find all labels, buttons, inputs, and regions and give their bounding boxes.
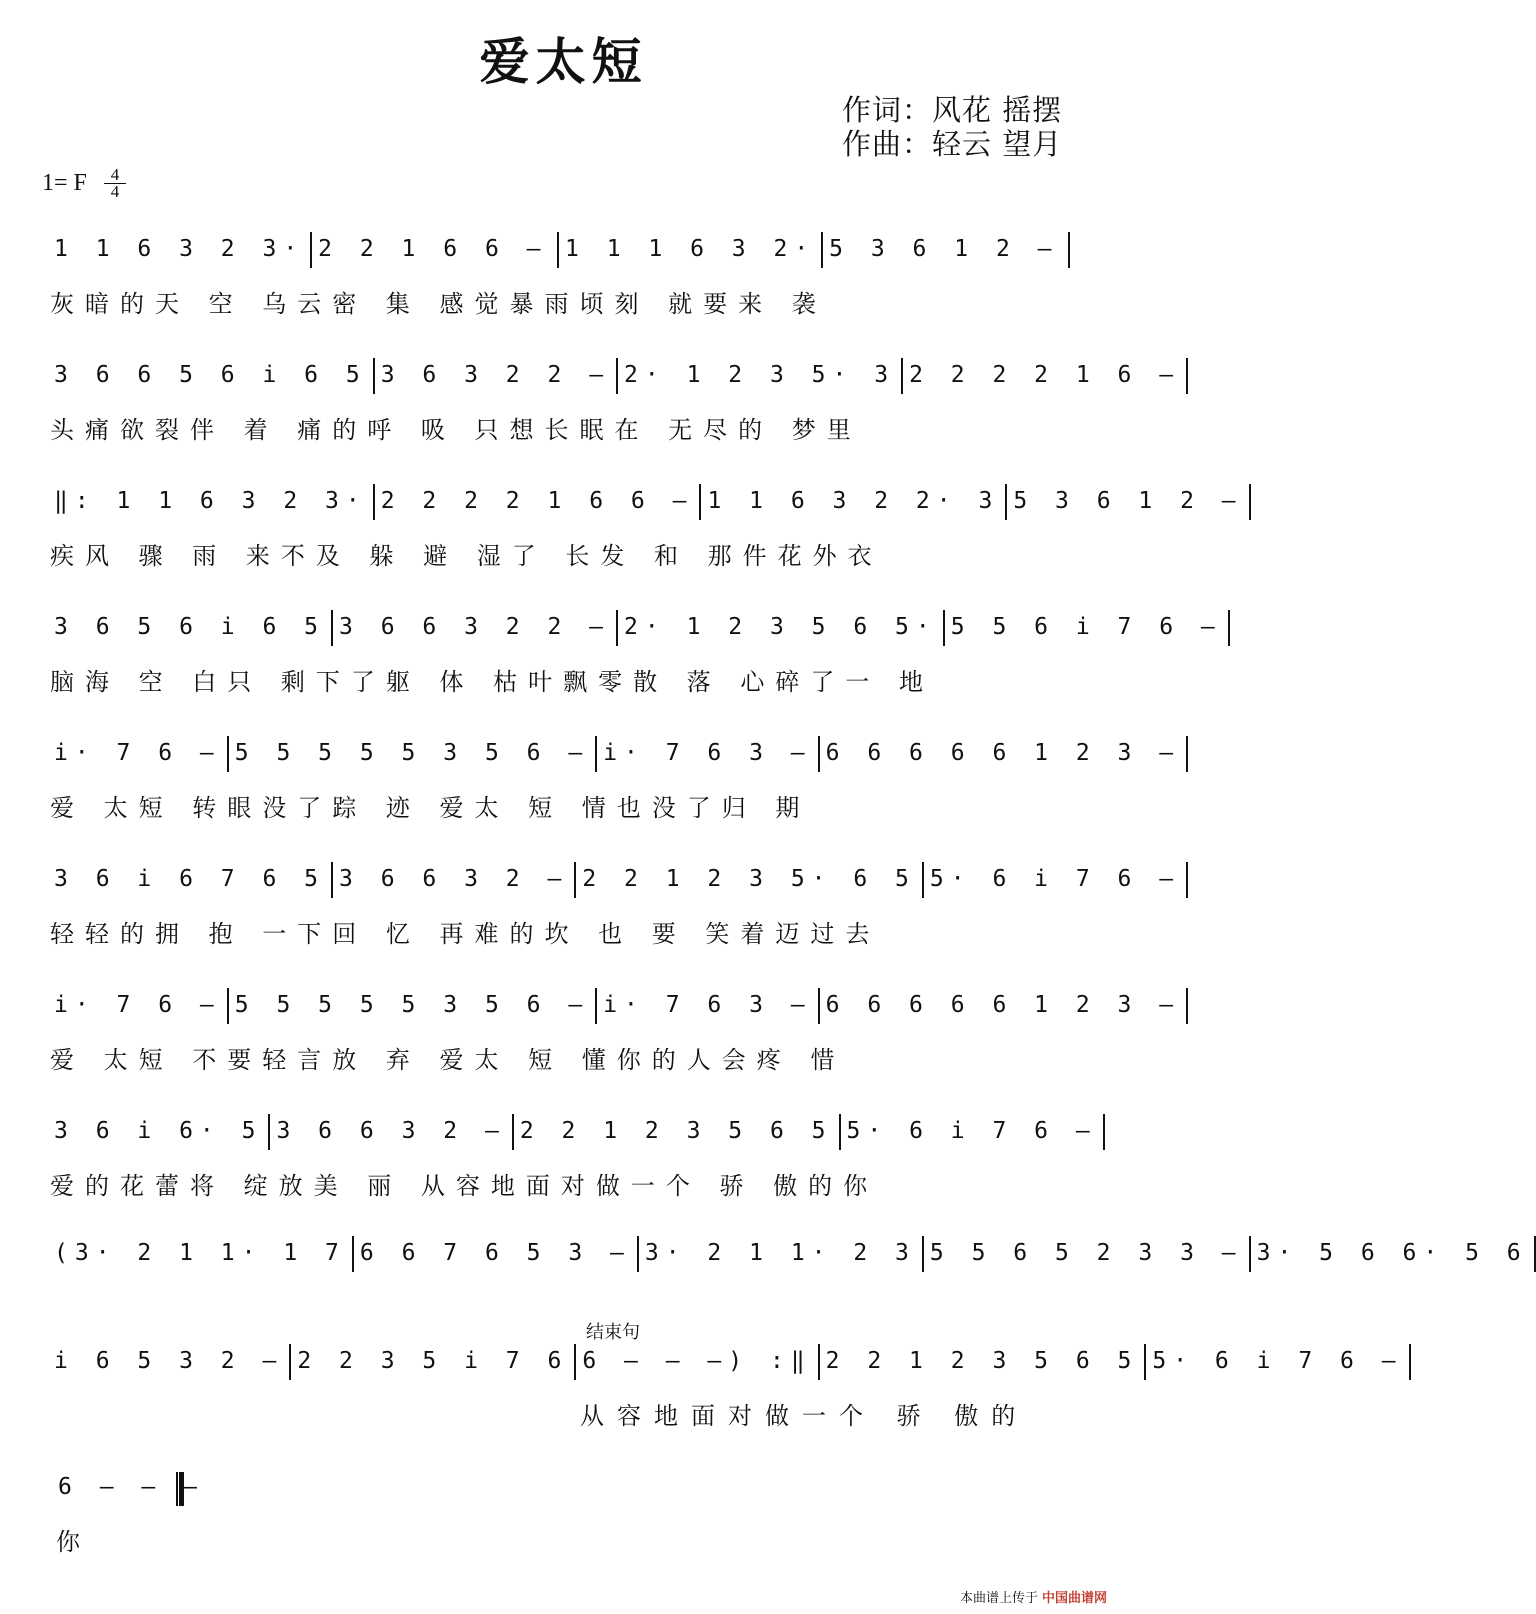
final-barline [176,1472,184,1506]
measure [50,358,375,394]
score-row [50,736,1181,822]
measure-notes: 2 2 1 6 6 – [318,236,548,262]
measure-notes: 3 6 6 3 2 2 – [339,614,611,640]
measure [50,1114,270,1150]
footer-credit [960,1587,1107,1606]
lyric-line: 爱 太短 转眼没了踪 迹 爱太 短 情也没了归 期 [50,794,811,822]
measure [701,484,1007,520]
lyric-line: 脑海 空 白只 剩下了躯 体 枯叶飘零散 落 心碎了一 地 [50,668,935,696]
measure-notes: 3 6 6 5 6 i 6 5 [54,362,367,388]
lyric-line: 轻轻的拥 抱 一下回 忆 再难的坎 也 要 笑着迈过去 [50,920,881,948]
measure-notes: 6 – – –) :‖ [582,1348,812,1374]
measure-notes: 5· 6 i 7 6 – [929,866,1181,892]
measure-notes: 3 6 6 3 2 – [339,866,569,892]
lyric-line: 头痛欲裂伴 着 痛的呼 吸 只想长眠在 无尽的 梦里 [50,416,862,444]
score-row [50,1114,1097,1200]
measure-notes: 5 5 5 5 5 3 5 6 – [234,992,590,1018]
measure [639,1236,924,1272]
time-numerator: 4 [110,165,120,184]
ending-lyrics: 从容地面对做一个 骄 傲的 [580,1402,1029,1430]
measure-notes: 5 5 6 i 7 6 – [950,614,1222,640]
measure [270,1114,513,1150]
score-row [50,484,1243,570]
footer-text: 本曲谱上传于 [959,1591,1038,1606]
measure [50,1344,291,1380]
final-notes: 6 – – – [58,1474,204,1500]
measure [333,610,618,646]
measure-notes: 2· 1 2 3 5 6 5· [624,614,937,640]
measure-notes: i· 7 6 – [54,740,221,766]
measure-notes: 2· 1 2 3 5· 3 [624,362,896,388]
measure [229,988,597,1024]
measure-notes: 2 2 2 2 1 6 – [909,362,1181,388]
ending-label: 结束句 [586,1322,640,1343]
measure [50,1236,354,1272]
measure [375,358,618,394]
measure [618,358,903,394]
measure [50,610,333,646]
measure [597,988,819,1024]
score-row [50,358,1181,444]
lyric-line: 疾风 骤 雨 来不及 躲 避 湿了 长发 和 那件花外衣 [50,542,883,570]
measure [50,862,333,898]
notes-line [50,1236,1528,1276]
measure [559,232,823,268]
measure-notes: 2 2 2 2 1 6 6 – [380,488,694,514]
measure-notes: i· 7 6 3 – [603,740,812,766]
lyric-line: 爱的花蕾将 绽放美 丽 从容地面对做一个 骄 傲的你 [50,1172,879,1200]
score-row [50,862,1181,948]
page-title: 爱太短 [479,32,648,91]
measure [903,358,1188,394]
measure [576,862,924,898]
measure-notes: 1 1 6 3 2 3· [54,236,305,262]
measure [291,1344,576,1380]
measure [823,232,1070,268]
measure [820,1344,1147,1380]
measure-notes: 5 3 6 1 2 – [1013,488,1243,514]
measure [312,232,559,268]
measure-notes: 5· 6 i 7 6 – [846,1118,1097,1144]
lyric-line: 爱 太短 不要轻言放 弃 爱太 短 懂你的人会疼 惜 [50,1046,846,1074]
measure [618,610,945,646]
score-row [50,1236,1528,1322]
final-lyric: 你 [56,1528,80,1556]
measure-notes: 3 6 i 6 7 6 5 [54,866,326,892]
measure [1251,1236,1536,1272]
site-logo: 中国曲谱网 [1041,1591,1107,1606]
measure-notes: i 6 5 3 2 – [54,1348,284,1374]
measure [576,1344,819,1380]
score-row [50,988,1181,1074]
measure [924,862,1188,898]
measure-notes: 6 6 7 6 5 3 – [359,1240,631,1266]
measure-notes: 2 2 1 2 3 5 6 5 [825,1348,1139,1374]
notes-line [50,988,1181,1028]
measure-notes: 3 6 5 6 i 6 5 [54,614,326,640]
measure [50,232,312,268]
lyric-line: 灰暗的天 空 乌云密 集 感觉暴雨顷刻 就要来 袭 [50,290,827,318]
notes-line [50,1114,1097,1154]
score-row [50,232,1070,318]
score-row [50,610,1222,696]
time-signature [104,167,126,200]
notes-line [50,232,1070,272]
notes-line [50,1344,1403,1384]
measure-notes: 3· 2 1 1· 2 3 [644,1240,916,1266]
measure [333,862,576,898]
composer-credit: 作曲：轻云 望月 [842,127,1063,161]
measure [229,736,597,772]
measure [514,1114,841,1150]
measure-notes: 5 5 5 5 5 3 5 6 – [234,740,590,766]
time-denominator: 4 [104,183,126,200]
measure [50,736,229,772]
measure [841,1114,1105,1150]
measure [1007,484,1250,520]
measure [50,484,375,520]
measure-notes: 6 6 6 6 6 1 2 3 – [825,740,1181,766]
measure [945,610,1230,646]
notes-line [50,610,1222,650]
measure-notes: 2 2 1 2 3 5· 6 5 [582,866,916,892]
measure-notes: 5· 6 i 7 6 – [1152,1348,1403,1374]
notes-line [50,484,1243,524]
measure-notes: 3 6 6 3 2 – [276,1118,506,1144]
measure-notes: 3· 5 6 6· 5 6 [1256,1240,1528,1266]
notes-line [50,736,1181,776]
measure [820,736,1188,772]
measure-notes: 3 6 i 6· 5 [54,1118,263,1144]
measure-notes: 2 2 3 5 i 7 6 [297,1348,569,1374]
measure-notes: 5 3 6 1 2 – [829,236,1059,262]
measure [597,736,819,772]
measure [924,1236,1251,1272]
measure-notes: 5 5 6 5 2 3 3 – [929,1240,1243,1266]
measure [50,988,229,1024]
measure-notes: (3· 2 1 1· 1 7 [54,1240,346,1266]
measure-notes: 6 6 6 6 6 1 2 3 – [825,992,1181,1018]
measure [820,988,1188,1024]
measure-notes: i· 7 6 3 – [603,992,812,1018]
measure-notes: ‖: 1 1 6 3 2 3· [54,488,367,514]
lyricist-credit: 作词：风花 摇摆 [842,93,1063,127]
measure [1146,1344,1410,1380]
key-signature: 1= F [42,170,87,196]
measure-notes: 3 6 3 2 2 – [380,362,611,388]
measure [375,484,702,520]
measure-notes: 1 1 6 3 2 2· 3 [707,488,1000,514]
measure-notes: 1 1 1 6 3 2· [565,236,816,262]
notes-line [50,862,1181,902]
measure [354,1236,639,1272]
notes-line [50,358,1181,398]
measure-notes: i· 7 6 – [54,992,221,1018]
measure-notes: 2 2 1 2 3 5 6 5 [519,1118,833,1144]
